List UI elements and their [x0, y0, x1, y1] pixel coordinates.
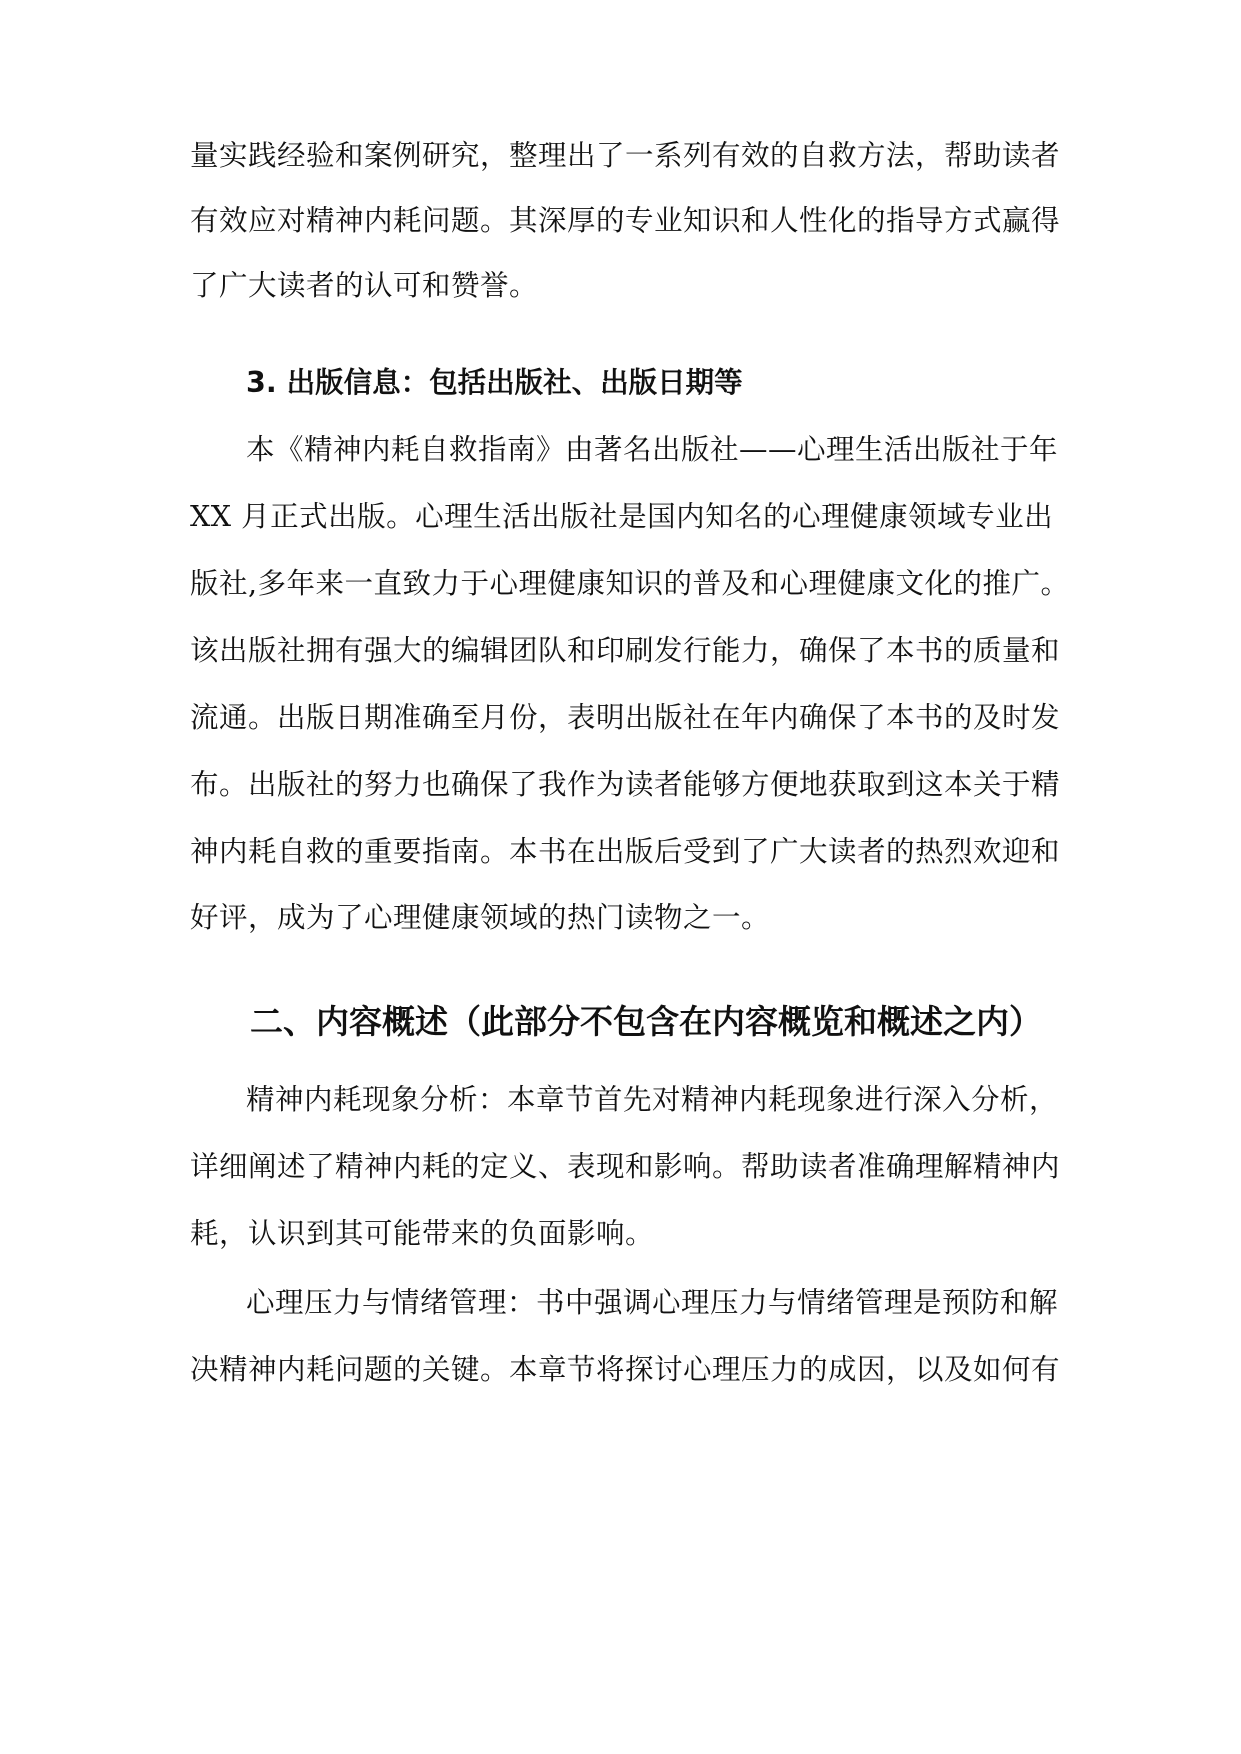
paragraph-line: XX 月正式出版。心理生活出版社是国内知名的心理健康领域专业出	[190, 500, 1054, 533]
section-2-heading: 二、内容概述（此部分不包含在内容概览和概述之内）	[250, 1002, 1042, 1041]
paragraph-line: 精神内耗现象分析：本章节首先对精神内耗现象进行深入分析，	[246, 1083, 1059, 1116]
paragraph-line: 好评，成为了心理健康领域的热门读物之一。	[190, 901, 771, 934]
paragraph-line: 本《精神内耗自救指南》由著名出版社——心理生活出版社于年	[246, 433, 1059, 466]
paragraph-line: 版社,多年来一直致力于心理健康知识的普及和心理健康文化的推广。	[190, 567, 1070, 600]
paragraph-line: 了广大读者的认可和赞誉。	[190, 269, 539, 302]
paragraph-line: 该出版社拥有强大的编辑团队和印刷发行能力，确保了本书的质量和	[190, 634, 1061, 667]
paragraph-line: 有效应对精神内耗问题。其深厚的专业知识和人性化的指导方式赢得	[190, 204, 1061, 237]
paragraph-line: 流通。出版日期准确至月份，表明出版社在年内确保了本书的及时发	[190, 701, 1061, 734]
paragraph-line: 神内耗自救的重要指南。本书在出版后受到了广大读者的热烈欢迎和	[190, 835, 1061, 868]
paragraph-line: 决精神内耗问题的关键。本章节将探讨心理压力的成因，以及如何有	[190, 1353, 1061, 1386]
paragraph-line: 布。出版社的努力也确保了我作为读者能够方便地获取到这本关于精	[190, 768, 1061, 801]
paragraph-line: 心理压力与情绪管理：书中强调心理压力与情绪管理是预防和解	[246, 1286, 1059, 1319]
paragraph-line: 耗，认识到其可能带来的负面影响。	[190, 1217, 655, 1250]
paragraph-line: 量实践经验和案例研究，整理出了一系列有效的自救方法，帮助读者	[190, 139, 1061, 172]
paragraph-line: 详细阐述了精神内耗的定义、表现和影响。帮助读者准确理解精神内	[190, 1150, 1061, 1183]
section-3-heading: 3. 出版信息：包括出版社、出版日期等	[246, 366, 743, 399]
